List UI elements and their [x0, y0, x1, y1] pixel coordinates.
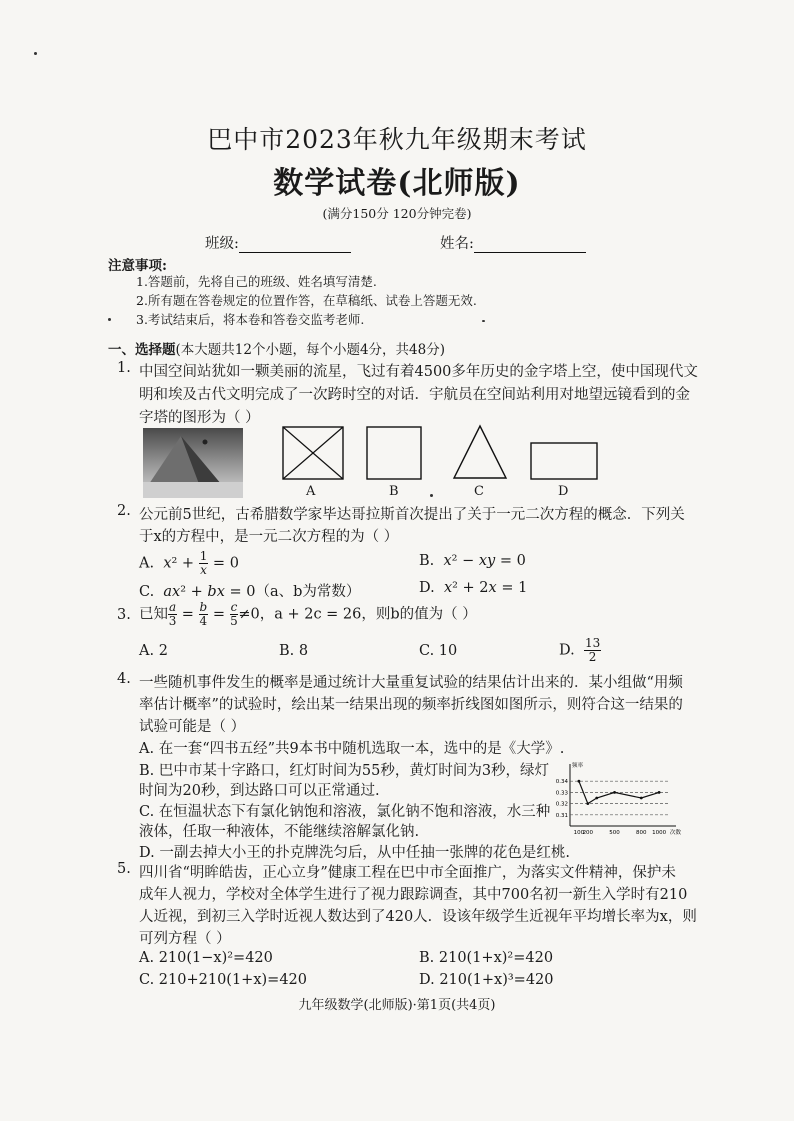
class-blank[interactable]	[239, 238, 351, 253]
q4-option-c-cont: 液体，任取一种液体，不能继续溶解氯化钠.	[139, 824, 420, 840]
exam-title-line2: 数学试卷(北师版)	[273, 166, 521, 201]
chart-y-tick-label: 0.33	[555, 790, 568, 797]
q2-option-a: A. x² + $\frac{1}{x}$ = 0	[139, 549, 239, 577]
q4-option-b-cont: 时间为20秒，到达路口可以正常通过.	[139, 783, 380, 799]
q4-option-d: D. 一副去掉大小王的扑克牌洗匀后，从中任抽一张牌的花色是红桃.	[139, 845, 570, 861]
q4-line: 率估计概率”的试验时，绘出某一结果出现的频率折线图如图所示，则符合这一结果的	[139, 697, 683, 713]
chart-y-tick-label: 0.34	[555, 779, 568, 786]
option-d-label: D	[558, 484, 569, 499]
notice-heading: 注意事项:	[108, 258, 167, 274]
option-c-triangle	[452, 424, 508, 480]
q4-number: 4.	[117, 671, 131, 687]
chart-y-axis-label: 频率	[572, 763, 584, 769]
name-field	[440, 232, 586, 253]
class-label: 班级:	[205, 236, 239, 252]
option-a-square-with-diagonals	[282, 426, 344, 480]
exam-subtitle: (满分150分 120分钟完卷)	[322, 206, 472, 221]
chart-data-point	[613, 791, 616, 794]
q3-number: 3.	[117, 607, 131, 623]
option-c-label: C	[474, 484, 484, 499]
section-heading	[108, 338, 445, 358]
chart-x-tick-label: 500	[609, 830, 620, 836]
q5-number: 5.	[117, 861, 131, 877]
q1-line: 明和埃及古代文明完成了一次跨时空的对话．宇航员在空间站利用对地望远镜看到的金	[139, 387, 690, 403]
scan-speck	[108, 318, 111, 321]
q5-line: 四川省“明眸皓齿，正心立身”健康工程在巴中市全面推广，为落实文件精神，保护未	[139, 865, 676, 881]
scan-speck	[430, 494, 433, 497]
q4-line: 试验可能是（ ）	[139, 719, 246, 735]
q5-option-b: B. 210(1+x)²=420	[419, 950, 554, 966]
chart-data-point	[595, 797, 598, 800]
q2-line: 公元前5世纪，古希腊数学家毕达哥拉斯首次提出了关于一元二次方程的概念．下列关	[139, 507, 685, 523]
q3-option-a: A. 2	[139, 643, 168, 659]
q3-option-c: C. 10	[419, 643, 458, 659]
q3-option-d: D. $\frac{13}{2}$	[559, 636, 601, 664]
q1-line: 字塔的图形为（ ）	[139, 410, 260, 426]
q2-option-c: C. ax² + bx = 0（a、b为常数）	[139, 584, 361, 600]
notice-item: 3.考试结束后，将本卷和答卷交监考老师.	[136, 312, 365, 327]
scan-speck	[34, 52, 37, 55]
chart-data-point	[658, 791, 661, 794]
scan-speck	[482, 320, 485, 322]
q2-option-a-label: A.	[139, 555, 155, 572]
q5-line: 可列方程（ ）	[139, 931, 231, 947]
q2-line: 于x的方程中，是一元二次方程的为（ ）	[139, 529, 399, 545]
q4-option-c: C. 在恒温状态下有氯化钠饱和溶液，氯化钠不饱和溶液，水三种	[139, 804, 551, 820]
chart-y-tick-label: 0.31	[555, 812, 568, 819]
section-desc: (本大题共12个小题，每个小题4分，共48分)	[175, 342, 445, 358]
chart-data-point	[578, 780, 581, 783]
pyramid-photo	[143, 428, 243, 498]
q5-option-c: C. 210+210(1+x)=420	[139, 972, 307, 988]
q2-number: 2.	[117, 503, 131, 519]
class-field	[205, 232, 351, 253]
name-label: 姓名:	[440, 236, 474, 252]
q4-line: 一些随机事件发生的概率是通过统计大量重复试验的结果估计出来的．某小组做“用频	[139, 675, 683, 691]
q1-line: 中国空间站犹如一颗美丽的流星，飞过有着4500多年历史的金字塔上空，使中国现代文	[139, 364, 698, 380]
section-label: 一、选择题	[108, 342, 176, 358]
q2-option-d: D. x² + 2x = 1	[419, 580, 528, 596]
notice-item: 1.答题前，先将自己的班级、姓名填写清楚.	[136, 274, 377, 289]
option-a-label: A	[306, 484, 316, 499]
chart-y-tick-label: 0.32	[555, 801, 568, 808]
q3-option-b: B. 8	[279, 643, 309, 659]
q4-option-b: B. 巴中市某十字路口，红灯时间为55秒，黄灯时间为3秒，绿灯	[139, 763, 550, 779]
option-b-square	[366, 426, 422, 480]
page-footer: 九年级数学(北师版)·第1页(共4页)	[298, 998, 496, 1013]
chart-x-tick-label: 200	[582, 830, 594, 836]
name-blank[interactable]	[474, 238, 586, 253]
q1-number: 1.	[117, 360, 131, 376]
q3-stem: 已知 $\frac{a}{3}$ = $\frac{b}{4}$ = $\frac{c}{5}$ ≠0，a + 2c = 26，则b的值为（ ）	[139, 600, 477, 628]
chart-x-tick-label: 800	[636, 830, 647, 836]
frequency-line-chart	[546, 760, 686, 838]
q4-option-a: A. 在一套“四书五经”共9本书中随机选取一本，选中的是《大学》.	[139, 741, 565, 757]
option-b-label: B	[389, 484, 399, 499]
chart-x-axis-label: 次数	[670, 830, 682, 836]
chart-x-tick-label: 1000	[652, 830, 667, 836]
chart-x-tick-label: 100	[573, 830, 585, 836]
q5-line: 人近视，到初三入学时近视人数达到了420人．设该年级学生近视年平均增长率为x，则	[139, 909, 697, 925]
option-d-rectangle	[530, 442, 598, 480]
notice-item: 2.所有题在答卷规定的位置作答，在草稿纸、试卷上答题无效.	[136, 293, 477, 308]
chart-data-point	[586, 802, 589, 805]
q5-option-a: A. 210(1−x)²=420	[139, 950, 273, 966]
exam-title-line1: 巴中市2023年秋九年级期末考试	[207, 125, 587, 154]
q5-option-d: D. 210(1+x)³=420	[419, 972, 554, 988]
q5-line: 成年人视力，学校对全体学生进行了视力跟踪调查，其中700名初一新生入学时有210	[139, 887, 688, 903]
chart-data-point	[640, 797, 643, 800]
q2-option-a-fraction: $\frac{1}{x}$	[199, 549, 208, 577]
q2-option-b: B. x² − xy = 0	[419, 553, 526, 569]
